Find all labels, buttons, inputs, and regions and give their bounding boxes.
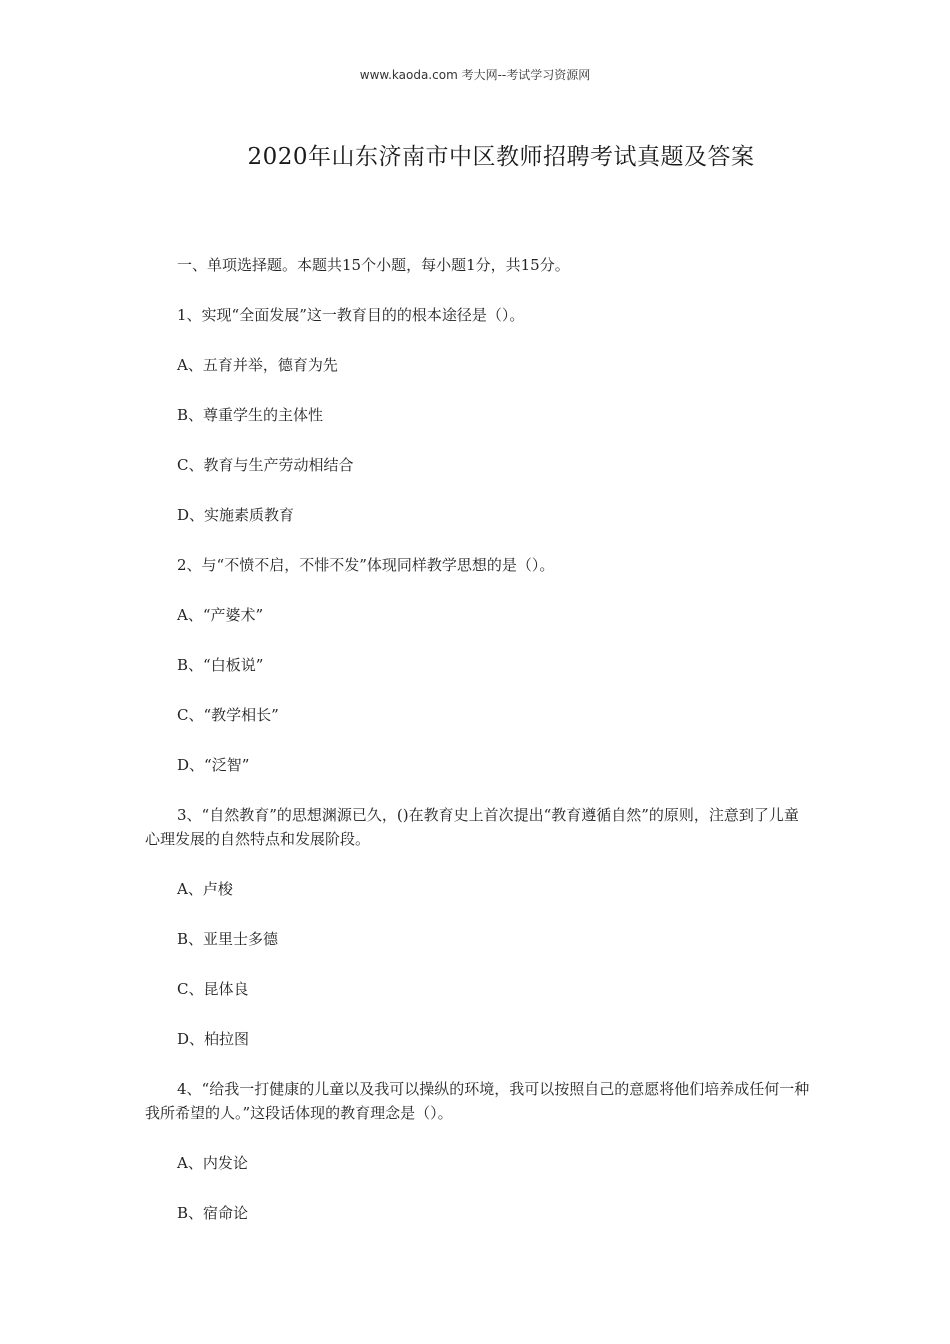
question-2-stem: 2、与“不愤不启，不悱不发”体现同样教学思想的是（）。 — [177, 556, 555, 574]
question-1-option-c: C、教育与生产劳动相结合 — [177, 456, 354, 474]
document-title: 2020年山东济南市中区教师招聘考试真题及答案 — [247, 144, 755, 170]
question-1-option-d: D、实施素质教育 — [177, 506, 295, 524]
question-2-option-a: A、“产婆术” — [177, 606, 264, 624]
question-3-stem: 3、“自然教育”的思想渊源已久，()在教育史上首次提出“教育遵循自然”的原则，注意到了儿童心理发展的自然特点和发展阶段。 — [145, 806, 799, 848]
question-2-option-d: D、“泛智” — [177, 756, 250, 774]
question-1-stem: 1、实现“全面发展”这一教育目的的根本途径是（）。 — [177, 306, 525, 324]
question-4-option-a: A、内发论 — [177, 1154, 248, 1172]
question-3-option-c: C、昆体良 — [177, 980, 249, 998]
site-header: www.kaoda.com 考大网--考试学习资源网 — [359, 68, 591, 82]
question-2-option-c: C、“教学相长” — [177, 706, 279, 724]
section-heading: 一、单项选择题。本题共15个小题，每小题1分，共15分。 — [177, 256, 570, 274]
question-1-option-b: B、尊重学生的主体性 — [177, 406, 324, 424]
question-4-option-b: B、宿命论 — [177, 1204, 249, 1222]
question-3-option-b: B、亚里士多德 — [177, 930, 279, 948]
question-1-option-a: A、五育并举，德育为先 — [177, 356, 338, 374]
document-body — [145, 253, 810, 1251]
question-4-stem: 4、“给我一打健康的儿童以及我可以操纵的环境，我可以按照自己的意愿将他们培养成任何一种我所希望的人。”这段话体现的教育理念是（）。 — [145, 1080, 810, 1122]
question-3-option-a: A、卢梭 — [177, 880, 233, 898]
question-3-option-d: D、柏拉图 — [177, 1030, 250, 1048]
question-2-option-b: B、“白板说” — [177, 656, 264, 674]
